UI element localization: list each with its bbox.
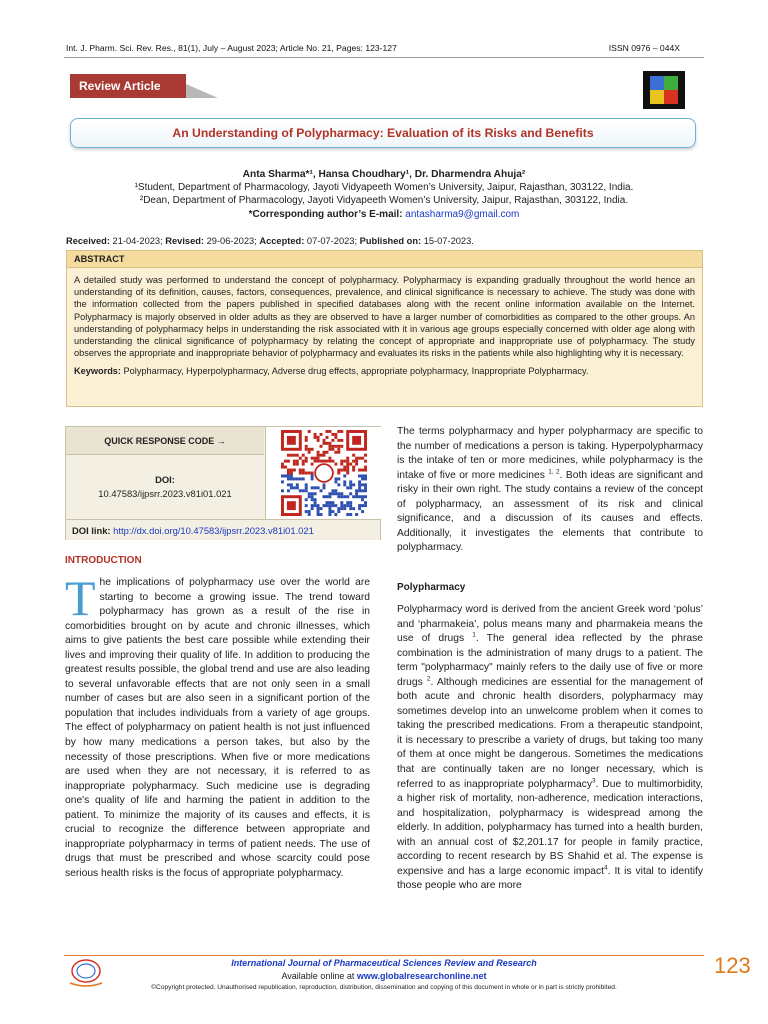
- author-names: Anta Sharma*¹, Hansa Choudhary¹, Dr. Dharmendra Ahuja²: [242, 169, 526, 180]
- corresponding-author: [66, 208, 702, 221]
- p2-text-c: . Although medicines are essential for the management of both acute and chronic health disorders, polypharmacy may sometimes develop into an unwelcome problem when it comes to taking the prescribed medications. From a therapeutic standpoint, it is necessary to prescribe a variety of drugs, but taking too many of them at once might be dangerous. Sometimes the medications that are continually taken are no longer necessary, which is referred to as inappropriate polypharmacy: [397, 676, 703, 790]
- keywords: [67, 359, 702, 377]
- p2-text-a: Polypharmacy word is derived from the ancient Greek word ‘polus’ and ‘pharmakeia’, polus means many and pharmakeia means the use of drugs: [397, 604, 703, 645]
- p2-citation-1: 1: [472, 631, 476, 639]
- footer-rule: [64, 955, 704, 956]
- accepted-date: 07-07-2023;: [306, 236, 358, 246]
- keywords-label: Keywords:: [74, 366, 121, 377]
- qr-label: QUICK RESPONSE CODE →: [66, 427, 264, 455]
- corr-label: *Corresponding author’s E-mail:: [248, 208, 406, 220]
- running-header: [66, 43, 680, 53]
- dropcap: T: [65, 570, 96, 626]
- author-block: [66, 168, 702, 221]
- qr-box: [65, 426, 381, 540]
- affiliation-2: ²Dean, Department of Pharmacology, Jayoti Vidyapeeth Women’s University, Jaipur, Rajasthan, 303122, India.: [139, 195, 629, 207]
- email-link[interactable]: antasharma9@gmail.com: [405, 208, 520, 220]
- site-link[interactable]: www.globalresearchonline.net: [356, 970, 487, 981]
- footer-journal: International Journal of Pharmaceutical Sciences Review and Research: [231, 958, 537, 968]
- article-title: An Understanding of Polypharmacy: Evaluation of its Risks and Benefits: [172, 126, 594, 140]
- journal-cube-logo: [643, 71, 685, 109]
- p2-text-d: . Due to multimorbidity, a higher risk of mortality, non-adherence, medication interactions, and hospitalization, polypharmacy is widespread among the elderly. In addition, polypharmacy has turned into a health burden, with an annual cost of $2,201.17 for people in family practice, according to recent research by BS Shahid et al. The expense is expensive and has a large economic impact: [397, 778, 703, 877]
- abstract-box: [66, 250, 703, 407]
- revised-date: 29-06-2023;: [206, 236, 257, 246]
- p2-citation-4: 4: [603, 864, 608, 872]
- right-paragraph-1: [397, 425, 703, 556]
- p2-text-b: . The general idea reflected by the phrase combination is the administration of many drugs to a patient. The term "polypharmacy" mainly refers to the daily use of five or more drugs: [397, 633, 704, 688]
- qr-code-image[interactable]: [265, 427, 381, 519]
- accepted-label: Accepted:: [259, 236, 305, 246]
- doi-value: 10.47583/ijpsrr.2023.v81i01.021: [98, 487, 232, 499]
- header-rule: [64, 57, 704, 58]
- doi-link[interactable]: http://dx.doi.org/10.47583/ijpsrr.2023.v81i01.021: [113, 525, 314, 536]
- qr-code-icon: [281, 430, 367, 516]
- p2-citation-3: 3: [591, 777, 596, 785]
- doi-block: [66, 455, 264, 518]
- page-number: 123: [714, 953, 751, 978]
- title-box: [70, 118, 696, 148]
- polypharmacy-heading: Polypharmacy: [397, 582, 466, 593]
- p2-citation-2: 2: [426, 675, 431, 683]
- footer-available: [110, 970, 658, 983]
- p1-text-a: The terms polypharmacy and hyper polypharmacy are specific to the number of medications a person is taking. Hyperpolypharmacy is the intake of ten or more medicines, while polypharmacy is the intake of five or more medicines: [397, 426, 703, 481]
- p1-text-b: . Both ideas are significant and risky in their own right. The study contains a review of the concept of polypharmacy, an assessment of its risk and clinical significance, and a discussion of its causes and effects. Additionally, it investigates the elements that contribute to polypharmacy.: [397, 469, 703, 554]
- p2-text-e: . It is vital to identify those people who are more: [397, 865, 703, 892]
- badge-tail: [186, 84, 218, 98]
- right-paragraph-2: [397, 603, 703, 894]
- received-date: 21-04-2023;: [112, 236, 163, 246]
- intro-heading: INTRODUCTION: [65, 555, 142, 566]
- journal-footer-logo-icon: [66, 957, 106, 989]
- abstract-heading: ABSTRACT: [67, 251, 702, 268]
- issn: ISSN 0976 – 044X: [608, 43, 680, 53]
- article-type-badge: Review Article: [70, 74, 186, 98]
- doi-label: DOI:: [155, 473, 175, 485]
- revised-label: Revised:: [165, 236, 205, 246]
- intro-paragraph: [65, 570, 370, 881]
- published-date: 15-07-2023.: [423, 236, 474, 246]
- footer: [110, 957, 658, 995]
- available-label: Available online at: [281, 970, 357, 981]
- affiliation-1: ¹Student, Department of Pharmacology, Jayoti Vidyapeeth Women’s University, Jaipur, Rajasthan, 303122, India.: [134, 182, 634, 194]
- doi-link-label: DOI link:: [72, 525, 114, 536]
- published-label: Published on:: [359, 236, 422, 246]
- keywords-text: Polypharmacy, Hyperpolypharmacy, Adverse drug effects, appropriate polypharmacy, Inappropriate Polypharmacy.: [120, 366, 589, 377]
- abstract-text: A detailed study was performed to understand the concept of polypharmacy. Polypharmacy is expanding gradually throughout the world hence an understanding of its definition, causes, factors, consequences, prevalence, and clinical significance is necessary to achieve. The study was done with the information collected from the papers published in specified databases along with the recent online information available on the Internet. Polypharmacy is majorly observed in older adults as they are observed to have a larger number of comorbidities as compared to the other groups. An understanding of polypharmacy helps in understanding the risk associated with it in various age groups especially concerned with older age along with understanding the clinical significance of polypharmacy by relating the concept of appropriate and inappropriate use of polypharmacy. The study observes the appropriate and inappropriate behavior of polypharmacy and evaluates its risks in the patients while also highlighting why it is necessary.: [74, 275, 695, 359]
- intro-text: he implications of polypharmacy use over the world are starting to become a growing issue. The trend toward polypharmacy has grown as a result of the rise in comorbidities brought on by acute and chronic illnesses, which aims to give patients the best care possible while extending their lives and improving their quality of life. In addition to producing the greatest results possible, the global trend and use are also leading to several unfavorable effects that are not only seen in a small number of cases but are also seen in a significant portion of the population that includes individuals from a variety of age groups. The effect of polypharmacy on patient health is not just influenced by how many medications a person takes, but also by the necessity of those prescriptions. When five or more medications are used when they are not necessary, it is referred to as inappropriate polypharmacy. Such medicine use is degrading one's quality of life and harming the patient in addition to the patient. To minimize the majority of its causes and effects, it is crucial to recognize the difference between appropriate and inappropriate polypharmacy in terms of patient needs. The use of drugs that must be prescribed and whose scarcity could pose serious health risks is the focus of appropriate polypharmacy.: [65, 577, 370, 879]
- p1-citation: 1, 2: [548, 468, 560, 476]
- doi-link-row: [66, 519, 380, 540]
- footer-copyright: ©Copyright protected. Unauthorised republication, reproduction, distribution, dissemination and copying of this document in whole or in part is strictly prohibited.: [151, 984, 617, 991]
- received-label: Received:: [66, 236, 110, 246]
- citation: Int. J. Pharm. Sci. Rev. Res., 81(1), July – August 2023; Article No. 21, Pages: 123-127: [66, 43, 397, 53]
- dates-line: [66, 236, 474, 246]
